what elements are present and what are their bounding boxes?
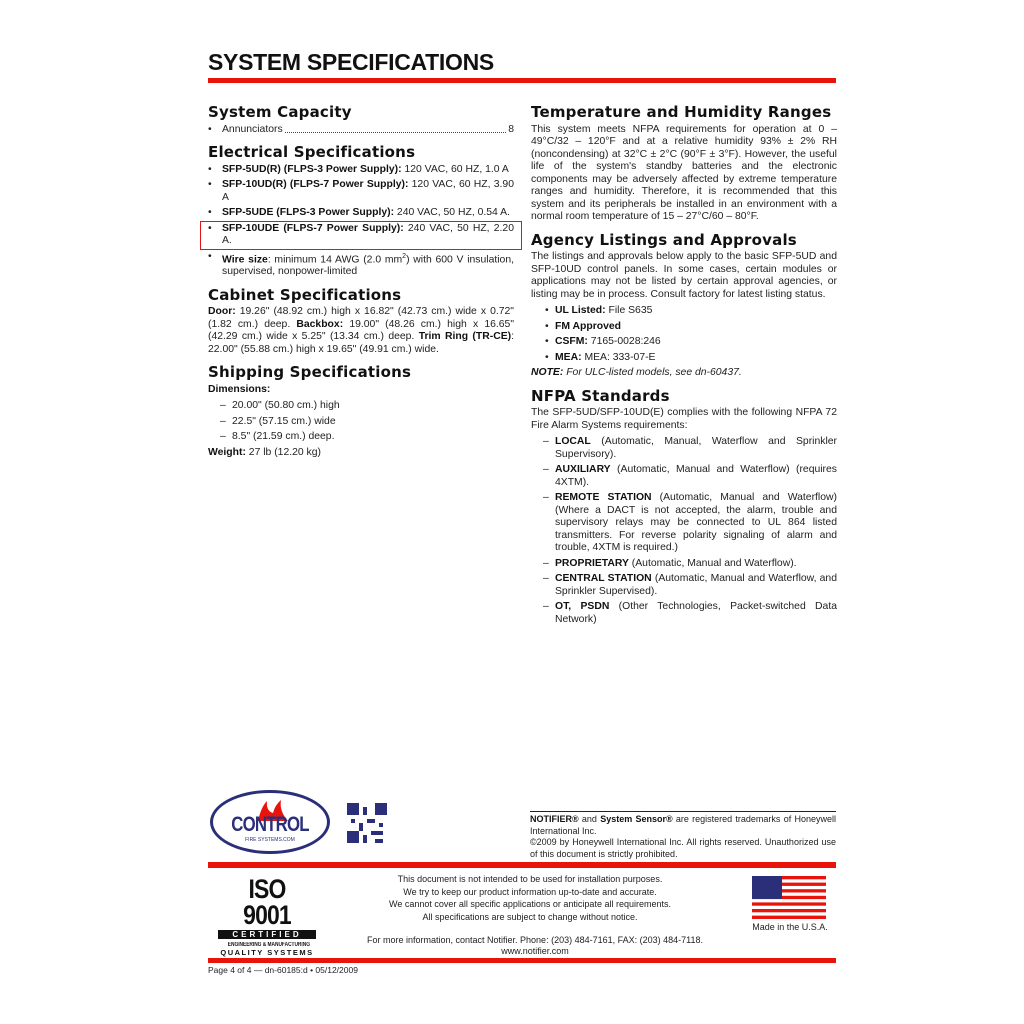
list-item: – PROPRIETARY (Automatic, Manual and Waterflow). bbox=[543, 557, 797, 569]
disclaimer-line: All specifications are subject to change without notice. bbox=[422, 911, 638, 922]
list-item bbox=[208, 164, 514, 177]
item-text: : minimum 14 AWG (2.0 mm bbox=[267, 253, 403, 265]
label: Door: bbox=[208, 306, 236, 318]
brand: NOTIFIER® bbox=[530, 814, 579, 824]
contact-info: For more information, contact Notifier. Phone: (203) 484-7161, FAX: (203) 484-7118. bbox=[366, 935, 703, 945]
section-heading: Agency Listings and Approvals bbox=[531, 230, 797, 249]
logo-subtext: FIRE SYSTEMS.COM bbox=[245, 837, 295, 843]
list-item bbox=[208, 124, 514, 137]
note-text: For ULC-listed models, see dn-60437. bbox=[563, 367, 742, 378]
iso-line: QUALITY SYSTEMS bbox=[220, 948, 314, 957]
item-text: 20.00" (50.80 cm.) high bbox=[232, 400, 340, 412]
temperature-section bbox=[531, 103, 837, 224]
system-capacity-section bbox=[208, 103, 514, 136]
website-link[interactable]: www.notifier.com bbox=[501, 946, 569, 956]
logo-text: CONTROL bbox=[231, 813, 309, 836]
trademark-notice bbox=[530, 814, 836, 860]
item-text: ) with 600 V insulation, supervised, nonpower-limited bbox=[222, 253, 514, 278]
item-bold: CENTRAL STATION bbox=[555, 573, 652, 584]
copyright: ©2009 by Honeywell International Inc. All rights reserved. Unauthorized use of this document is strictly prohibited. bbox=[530, 837, 836, 859]
item-bold: REMOTE STATION bbox=[555, 492, 652, 503]
item-bold: SFP-5UD(R) (FLPS-3 Power Supply): bbox=[222, 163, 402, 175]
text: and bbox=[578, 814, 601, 824]
item-bold: FM Approved bbox=[555, 320, 621, 332]
shipping-section bbox=[208, 363, 514, 459]
paragraph: The SFP-5UD/SFP-10UD(E) complies with the following NFPA 72 Fire Alarm Systems requirements: bbox=[531, 407, 837, 431]
cabinet-text bbox=[208, 306, 514, 356]
item-bold: LOCAL bbox=[555, 436, 591, 447]
footer-divider bbox=[208, 862, 836, 868]
item-bold: OT, PSDN bbox=[555, 601, 610, 612]
section-heading: Electrical Specifications bbox=[208, 143, 416, 161]
list-item: – 22.5" (57.15 cm.) wide bbox=[220, 415, 336, 427]
page-title: SYSTEM SPECIFICATIONS bbox=[208, 49, 494, 75]
item-bold: UL Listed: bbox=[555, 305, 606, 316]
electrical-section bbox=[208, 143, 514, 279]
list-item: – AUXILIARY (Automatic, Manual and Waterflow) (requires 4XTM). bbox=[543, 464, 837, 488]
item-text: 120 VAC, 60 HZ, 1.0 A bbox=[401, 163, 509, 175]
section-heading: NFPA Standards bbox=[531, 386, 670, 405]
agency-section bbox=[531, 230, 837, 380]
disclaimer-line: We cannot cover all specific applications or anticipate all requirements. bbox=[389, 899, 671, 909]
superscript: 2 bbox=[402, 252, 407, 260]
list-item bbox=[531, 305, 837, 318]
item-text: (Automatic, Manual and Waterflow). bbox=[628, 557, 797, 569]
item-bold: SFP-10UDE (FLPS-7 Power Supply): bbox=[222, 222, 404, 234]
item-bold: AUXILIARY bbox=[555, 464, 611, 475]
item-text: 120 VAC, 60 HZ, 3.90 A bbox=[222, 179, 514, 203]
section-heading: Temperature and Humidity Ranges bbox=[531, 103, 832, 121]
highlighted-list-item bbox=[202, 223, 520, 248]
paragraph: This system meets NFPA requirements for operation at 0 – 49°C/32 – 120°F and at a relative humidity 93% ± 2% RH (noncondensing) at 32°C ± 2°C (90°F ± 3°F). However, the useful life of the system's standby batteries and the electronic components may be adversely affected by extreme temperature ranges and humidity. Therefore, it is recommended that this system and its peripherals be installed in an environment with a normal room temperature of 15 – 27°C/60 – 80°F. bbox=[531, 123, 837, 222]
text: : 22.00" (55.88 cm.) high x 19.65" (49.91 cm.) wide. bbox=[208, 331, 514, 355]
paragraph: The listings and approvals below apply to the basic SFP-5UD and SFP-10UD control panels. In some cases, certain modules or applications may not be listed by certain approval agencies, or listing may be in process. Consult factory for latest listing status. bbox=[531, 251, 837, 300]
item-text: File S635 bbox=[605, 305, 653, 316]
text: 27 lb (12.20 kg) bbox=[245, 446, 321, 458]
item-text: (Automatic, Manual and Waterflow) (requires 4XTM). bbox=[555, 464, 837, 488]
list-item: – 8.5" (21.59 cm.) deep. bbox=[220, 431, 335, 443]
item-text: (Other Technologies, Packet-switched Data Network) bbox=[555, 601, 837, 625]
list-item bbox=[531, 336, 837, 349]
label: Trim Ring (TR-CE) bbox=[418, 331, 512, 343]
list-item bbox=[208, 179, 514, 204]
list-item bbox=[531, 321, 837, 334]
section-heading: System Capacity bbox=[208, 103, 352, 121]
item-text: (Automatic, Manual and Waterflow, and Sprinkler Supervised). bbox=[555, 573, 837, 597]
item-text: 22.5" (57.15 cm.) wide bbox=[232, 415, 336, 427]
nfpa-section bbox=[531, 386, 837, 627]
item-text: 8.5" (21.59 cm.) deep. bbox=[232, 431, 335, 443]
disclaimer-line: This document is not intended to be used for installation purposes. bbox=[397, 874, 663, 884]
item-bold: MEA: bbox=[555, 351, 582, 363]
item-bold: SFP-10UD(R) (FLPS-7 Power Supply): bbox=[222, 179, 409, 190]
right-column bbox=[531, 103, 837, 636]
item-label: • Annunciators bbox=[222, 123, 283, 135]
disclaimer bbox=[360, 873, 700, 923]
list-item: – LOCAL (Automatic, Manual, Waterflow and Sprinkler Supervisory). bbox=[543, 436, 837, 460]
item-text: 7165-0028:246 bbox=[587, 336, 661, 347]
list-item bbox=[531, 352, 837, 365]
item-value: 8 bbox=[508, 123, 514, 135]
list-item: – CENTRAL STATION (Automatic, Manual and Waterflow, and Sprinkler Supervised). bbox=[543, 573, 837, 597]
list-item bbox=[208, 251, 514, 279]
brand: System Sensor® bbox=[600, 814, 673, 824]
iso-title: ISO 9001 bbox=[243, 874, 291, 930]
us-flag-icon bbox=[752, 876, 826, 919]
made-in-usa: Made in the U.S.A. bbox=[752, 922, 828, 932]
trademark-divider bbox=[530, 811, 836, 812]
label: Backbox: bbox=[296, 318, 344, 330]
cabinet-section bbox=[208, 285, 515, 357]
label: Dimensions: bbox=[208, 383, 271, 395]
text: 19.26" (48.92 cm.) high x 16.82" (42.73 cm.) wide x 0.72" (1.82 cm.) deep. bbox=[208, 306, 514, 330]
title-divider bbox=[208, 78, 836, 83]
item-text: 240 VAC, 50 HZ, 0.54 A. bbox=[394, 207, 510, 218]
text: are registered trademarks of Honeywell International Inc. bbox=[530, 814, 836, 836]
item-bold: PROPRIETARY bbox=[555, 557, 629, 569]
disclaimer-line: We try to keep our product information up-to-date and accurate. bbox=[403, 886, 657, 897]
bottom-divider bbox=[208, 958, 836, 963]
item-bold: SFP-5UDE (FLPS-3 Power Supply): bbox=[222, 207, 395, 218]
page-footer: Page 4 of 4 — dn-60185:d • 05/12/2009 bbox=[208, 965, 358, 975]
item-bold: CSFM: bbox=[555, 336, 588, 347]
list-item: – 20.00" (50.80 cm.) high bbox=[220, 400, 340, 412]
item-bold: Wire size bbox=[222, 253, 268, 265]
left-column bbox=[208, 103, 515, 469]
list-item: – OT, PSDN (Other Technologies, Packet-switched Data Network) bbox=[543, 601, 837, 625]
qr-code-icon bbox=[347, 803, 387, 843]
text: 19.00" (48.26 cm.) high x 16.65" (42.29 cm.) wide x 5.25" (13.34 cm.) deep. bbox=[208, 318, 515, 343]
note-label: NOTE: bbox=[531, 367, 564, 378]
iso-certified: CERTIFIED bbox=[218, 930, 316, 939]
item-text: (Automatic, Manual and Waterflow) (Where a DACT is not accepted, the alarm, trouble and supervisory relays may be connected to UL 864 listed transmitters. For reverse polarity signaling of alarm and trouble, 4XTM is required.) bbox=[555, 492, 837, 553]
section-heading: Shipping Specifications bbox=[208, 363, 412, 382]
control-logo bbox=[210, 790, 330, 854]
item-text: (Automatic, Manual, Waterflow and Sprinkler Supervisory). bbox=[555, 436, 837, 460]
section-heading: Cabinet Specifications bbox=[208, 285, 402, 304]
list-item bbox=[208, 207, 514, 220]
label: Weight: bbox=[208, 446, 246, 458]
iso-line: ENGINEERING & MANUFACTURING bbox=[227, 942, 310, 948]
item-text: 240 VAC, 50 HZ, 2.20 A. bbox=[222, 222, 514, 246]
list-item: – REMOTE STATION (Automatic, Manual and Waterflow) (Where a DACT is not accepted, the alarm, trouble and supervisory relays may be connected to UL 864 listed transmitters. For reverse polarity signaling of alarm and trouble, 4XTM is required.) bbox=[543, 492, 837, 553]
item-text: MEA: 333-07-E bbox=[581, 351, 656, 363]
